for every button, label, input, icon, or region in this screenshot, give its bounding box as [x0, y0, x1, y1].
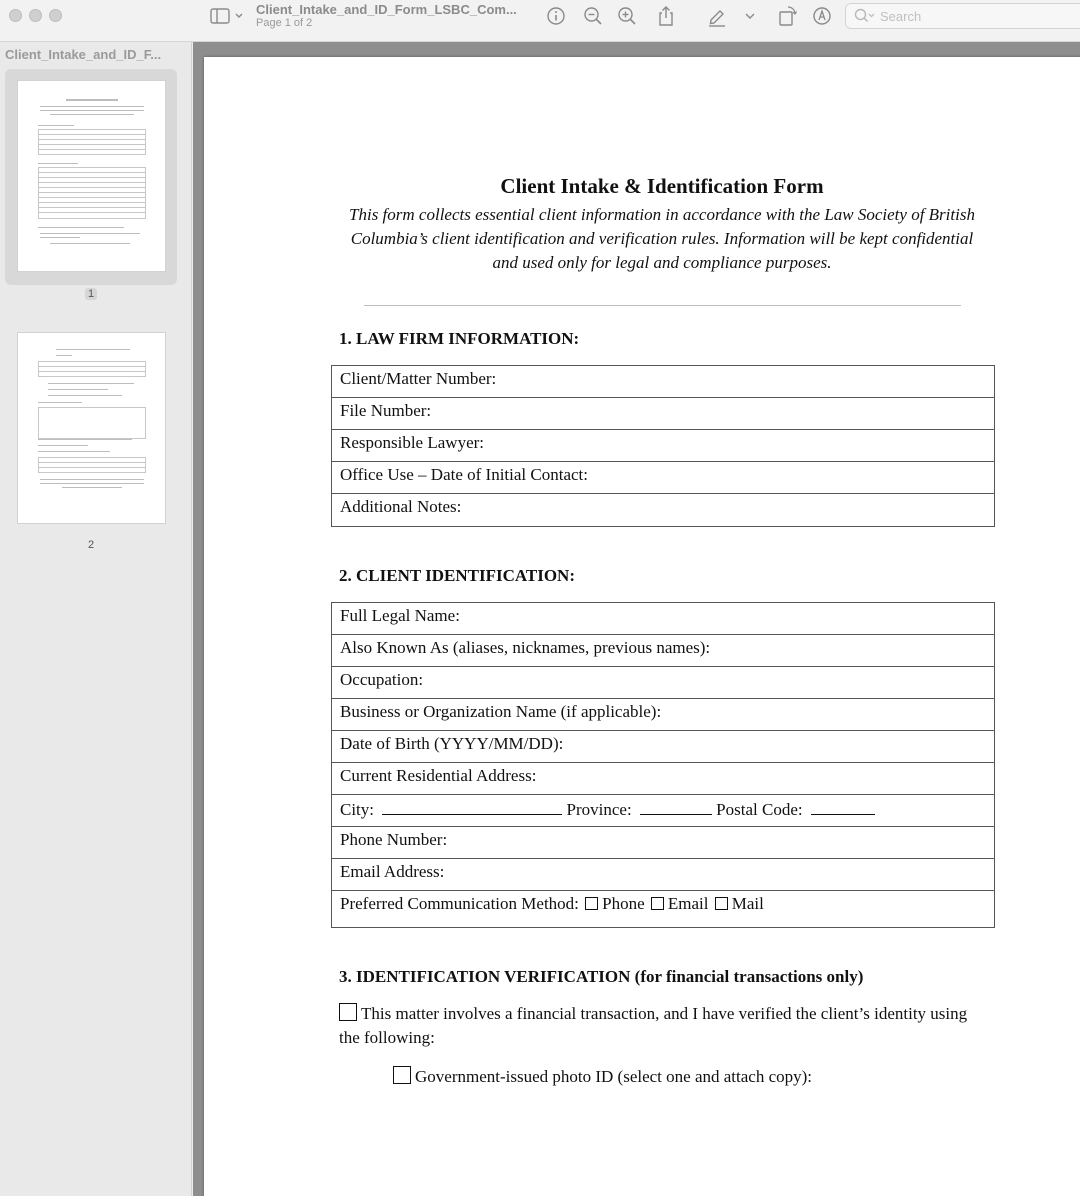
field-preferred-communication	[332, 891, 994, 927]
option-email: Email	[667, 894, 709, 913]
chevron-down-icon	[744, 10, 756, 22]
sidebar-toggle-button[interactable]	[210, 5, 244, 27]
field-city-province-postal	[332, 795, 994, 827]
province-label: Province:	[566, 800, 632, 819]
info-icon	[546, 6, 566, 26]
field-phone-number[interactable]: Phone Number:	[332, 827, 994, 859]
law-firm-table	[331, 365, 995, 527]
field-full-legal-name[interactable]: Full Legal Name:	[332, 603, 994, 635]
checkbox-email[interactable]	[651, 897, 664, 910]
page-thumbnail-1[interactable]	[17, 80, 166, 272]
rotate-icon	[777, 5, 797, 27]
city-label: City:	[340, 800, 375, 819]
form-intro: This form collects essential client information in accordance with the Law Society of British Columbia’s client identification and verification rules. Information will be kept confidential and used only for legal and compliance purposes.	[349, 205, 975, 272]
page-number-2: 2	[88, 539, 95, 551]
field-business-name[interactable]: Business or Organization Name (if applicable):	[332, 699, 994, 731]
financial-transaction-text: This matter involves a financial transaction, and I have verified the client’s identity using the following:	[339, 1004, 968, 1047]
sidebar-document-title: Client_Intake_and_ID_F...	[5, 47, 162, 62]
field-occupation[interactable]: Occupation:	[332, 667, 994, 699]
financial-transaction-statement	[339, 1002, 979, 1050]
field-responsible-lawyer[interactable]: Responsible Lawyer:	[332, 430, 994, 462]
page-thumbnail-2[interactable]	[17, 332, 166, 524]
government-id-text: Government-issued photo ID (select one and attach copy):	[415, 1067, 813, 1086]
section-heading-law-firm: 1. LAW FIRM INFORMATION:	[339, 329, 580, 348]
zoom-in-button[interactable]	[616, 5, 638, 27]
markup-dropdown-button[interactable]	[742, 5, 758, 27]
rotate-button[interactable]	[776, 5, 798, 27]
section-heading-client-identification: 2. CLIENT IDENTIFICATION:	[339, 566, 575, 585]
toolbar	[0, 0, 1080, 42]
section-heading-identification-verification: 3. IDENTIFICATION VERIFICATION (for financial transactions only)	[339, 967, 864, 986]
field-residential-address[interactable]: Current Residential Address:	[332, 763, 994, 795]
checkbox-phone[interactable]	[585, 897, 598, 910]
search-icon	[854, 8, 876, 24]
window-minimize-button[interactable]	[29, 9, 42, 22]
document-viewer[interactable]	[193, 42, 1080, 1196]
info-button[interactable]	[545, 5, 567, 27]
divider	[364, 305, 961, 306]
form-title: Client Intake & Identification Form	[500, 174, 824, 198]
client-identification-table	[331, 602, 995, 928]
zoom-in-icon	[617, 6, 637, 26]
postal-code-label: Postal Code:	[716, 800, 803, 819]
zoom-out-button[interactable]	[582, 5, 604, 27]
thumbnail-sidebar	[0, 42, 192, 1196]
share-icon	[656, 5, 676, 27]
field-additional-notes[interactable]: Additional Notes:	[340, 497, 462, 516]
page-number-1: 1	[85, 288, 97, 300]
field-file-number[interactable]: File Number:	[332, 398, 994, 430]
checkbox-government-id[interactable]	[393, 1066, 411, 1084]
field-also-known-as[interactable]: Also Known As (aliases, nicknames, previous names):	[332, 635, 994, 667]
preferred-communication-label: Preferred Communication Method:	[340, 894, 579, 913]
zoom-out-icon	[583, 6, 603, 26]
pen-icon	[706, 5, 728, 27]
search-field[interactable]	[845, 3, 1080, 29]
field-email-address[interactable]: Email Address:	[332, 859, 994, 891]
markup-button[interactable]	[705, 5, 729, 27]
document-title: Client_Intake_and_ID_Form_LSBC_Com...	[256, 2, 517, 17]
option-phone: Phone	[602, 894, 645, 913]
pdf-page-1	[204, 57, 1080, 1196]
option-mail: Mail	[731, 894, 764, 913]
annotate-button[interactable]	[811, 5, 833, 27]
field-client-matter-number[interactable]: Client/Matter Number:	[332, 366, 994, 398]
window-close-button[interactable]	[9, 9, 22, 22]
window-zoom-button[interactable]	[49, 9, 62, 22]
postal-code-blank[interactable]	[811, 797, 875, 815]
page-indicator: Page 1 of 2	[256, 17, 313, 29]
markup-circle-icon	[812, 6, 832, 26]
checkbox-financial-transaction[interactable]	[339, 1003, 357, 1021]
province-blank[interactable]	[640, 797, 712, 815]
field-date-of-birth[interactable]: Date of Birth (YYYY/MM/DD):	[332, 731, 994, 763]
sidebar-icon	[210, 7, 244, 25]
checkbox-mail[interactable]	[715, 897, 728, 910]
city-blank[interactable]	[382, 797, 562, 815]
field-date-initial-contact[interactable]: Office Use – Date of Initial Contact:	[332, 462, 994, 494]
search-placeholder: Search	[880, 9, 922, 24]
share-button[interactable]	[655, 5, 677, 27]
government-id-option	[393, 1065, 953, 1089]
